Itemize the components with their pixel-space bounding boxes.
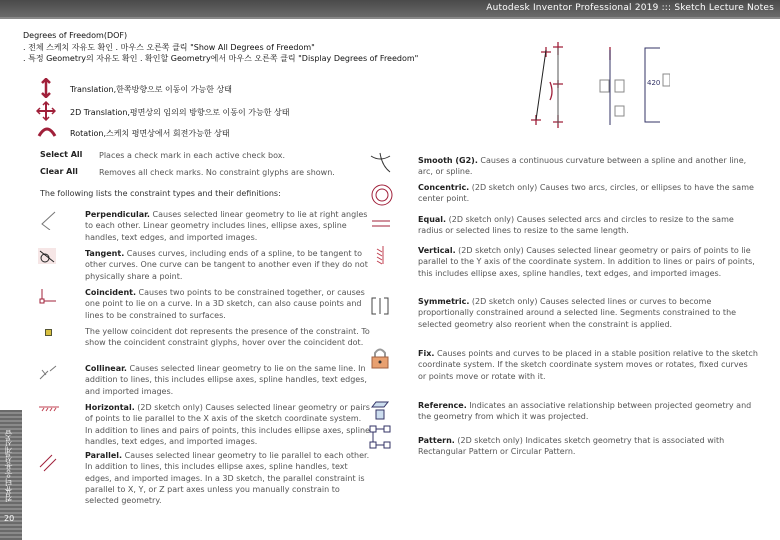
- translation-arrow-icon: [38, 78, 54, 98]
- coincident-dot-icon: [45, 329, 52, 336]
- dof-example-figure: [520, 40, 670, 130]
- constraint-coincident: Coincident. Causes two points to be constrained together, or causes one point to lie on a curve. In a 3D sketch, can also cause points and lines to be constrained to surfaces.: [85, 288, 365, 320]
- legend-2d-translation: 2D Translation,평면상의 임의의 방향으로 이동이 가능한 상태: [70, 108, 290, 117]
- header-title: Autodesk Inventor Professional 2019 ::: Sketch Lecture Notes: [486, 3, 774, 13]
- symmetric-icon: [370, 296, 390, 316]
- constraint-perpendicular: Perpendicular. Causes selected linear geometry to lie at right angles to each other. Linear geometry includes lines, ellipse axes, spline handles, text edges, and imported images.: [85, 210, 368, 242]
- legend-rotation: Rotation,스케치 평면상에서 회전가능한 상태: [70, 129, 230, 138]
- clear-all-desc: Removes all check marks. No constraint glyphs are shown.: [99, 168, 335, 177]
- header-bar: [0, 0, 780, 17]
- equal-icon: [371, 220, 391, 228]
- constraint-smooth: Smooth (G2). Causes a continuous curvature between a spline and another line, arc, or spline.: [418, 156, 747, 177]
- sidebar-label: 컴퓨터응용설계실습: [4, 430, 13, 502]
- constraints-intro: The following lists the constraint types and their definitions:: [40, 189, 281, 198]
- tangent-icon: [38, 248, 56, 264]
- constraint-collinear: Collinear. Causes selected linear geometry to lie on the same line. In addition to lines, this includes ellipse axes, spline handles, text edges, and imported images.: [85, 364, 367, 396]
- parallel-icon: [38, 452, 58, 472]
- legend-translation: Translation,한쪽방향으로 이동이 가능한 상태: [70, 85, 232, 94]
- rotation-icon: [36, 125, 58, 137]
- perpendicular-icon: [38, 210, 58, 230]
- constraint-vertical: Vertical. (2D sketch only) Causes selected linear geometry or pairs of points to lie parallel to the Y axis of the coordinate system. In addition to lines or pairs of points, this includes ellipse axes, spline handles, text edges, and imported images.: [418, 246, 755, 278]
- constraint-horizontal: Horizontal. (2D sketch only) Causes selected linear geometry or pairs of points to lie parallel to the X axis of the sketch coordinate system. In addition to lines and pairs of points, this includes ellipse axes, spline handles, text edges, and imported images.: [85, 403, 370, 446]
- coincident-icon: [38, 288, 58, 304]
- pattern-icon: [369, 425, 391, 449]
- constraint-symmetric: Symmetric. (2D sketch only) Causes selected lines or curves to become proportionally constrained around a selected line. Segments constrained to the selected geometry also reorient when the constraint is applied.: [418, 297, 737, 329]
- 2d-translation-icon: [36, 101, 56, 121]
- constraint-fix: Fix. Causes points and curves to be placed in a stable position relative to the sketch coordinate system. If the sketch coordinate system moves or rotates, fixed curves or points move or rotate with it.: [418, 349, 758, 381]
- collinear-icon: [38, 365, 58, 381]
- constraint-concentric: Concentric. (2D sketch only) Causes two arcs, circles, or ellipses to have the same center point.: [418, 183, 754, 204]
- constraint-tangent: Tangent. Causes curves, including ends of a spline, to be tangent to other curves. One curve can be tangent to another even if they do not physically share a point.: [85, 249, 368, 281]
- constraint-reference: Reference. Indicates an associative relationship between projected geometry and the geometry from which it was projected.: [418, 401, 752, 422]
- dof-line-2: . 특정 Geometry의 자유도 확인 . 확인할 Geometry에서 마우스 오른쪽 클릭 "Display Degrees of Freedom": [23, 54, 419, 63]
- page-number: 20: [4, 514, 15, 523]
- header-divider: [0, 17, 780, 19]
- constraint-pattern: Pattern. (2D sketch only) Indicates sketch geometry that is associated with Rectangular Pattern or Circular Pattern.: [418, 436, 725, 457]
- dof-line-1: . 전체 스케치 자유도 확인 . 마우스 오른쪽 클릭 "Show All Degrees of Freedom": [23, 42, 315, 52]
- vertical-icon: [375, 245, 385, 265]
- dof-section: [23, 30, 418, 65]
- select-all-label: Select All: [40, 150, 83, 159]
- dof-title: Degrees of Freedom(DOF): [23, 31, 128, 40]
- constraint-parallel: Parallel. Causes selected linear geometry to lie parallel to each other. In addition to lines, this includes ellipse axes, spline handles, text edges, and imported images. In a 3D sketch, the parallel constraint is parallel to X, Y, or Z part axes unless you manually constrain to selected geometry.: [85, 451, 370, 506]
- constraint-coincident-dot: The yellow coincident dot represents the presence of the constraint. To show the coincident constraint glyphs, hover over the coincident dot.: [85, 327, 370, 348]
- concentric-icon: [370, 183, 394, 207]
- horizontal-icon: [38, 405, 60, 413]
- clear-all-label: Clear All: [40, 167, 78, 176]
- select-all-desc: Places a check mark in each active check box.: [99, 151, 286, 160]
- reference-icon: [370, 400, 390, 420]
- fix-lock-icon: [370, 347, 390, 369]
- constraint-equal: Equal. (2D sketch only) Causes selected arcs and circles to resize to the same radius or selected lines to resize to the same length.: [418, 215, 734, 236]
- smooth-icon: [370, 152, 392, 174]
- dimension-value: 420: [647, 79, 661, 87]
